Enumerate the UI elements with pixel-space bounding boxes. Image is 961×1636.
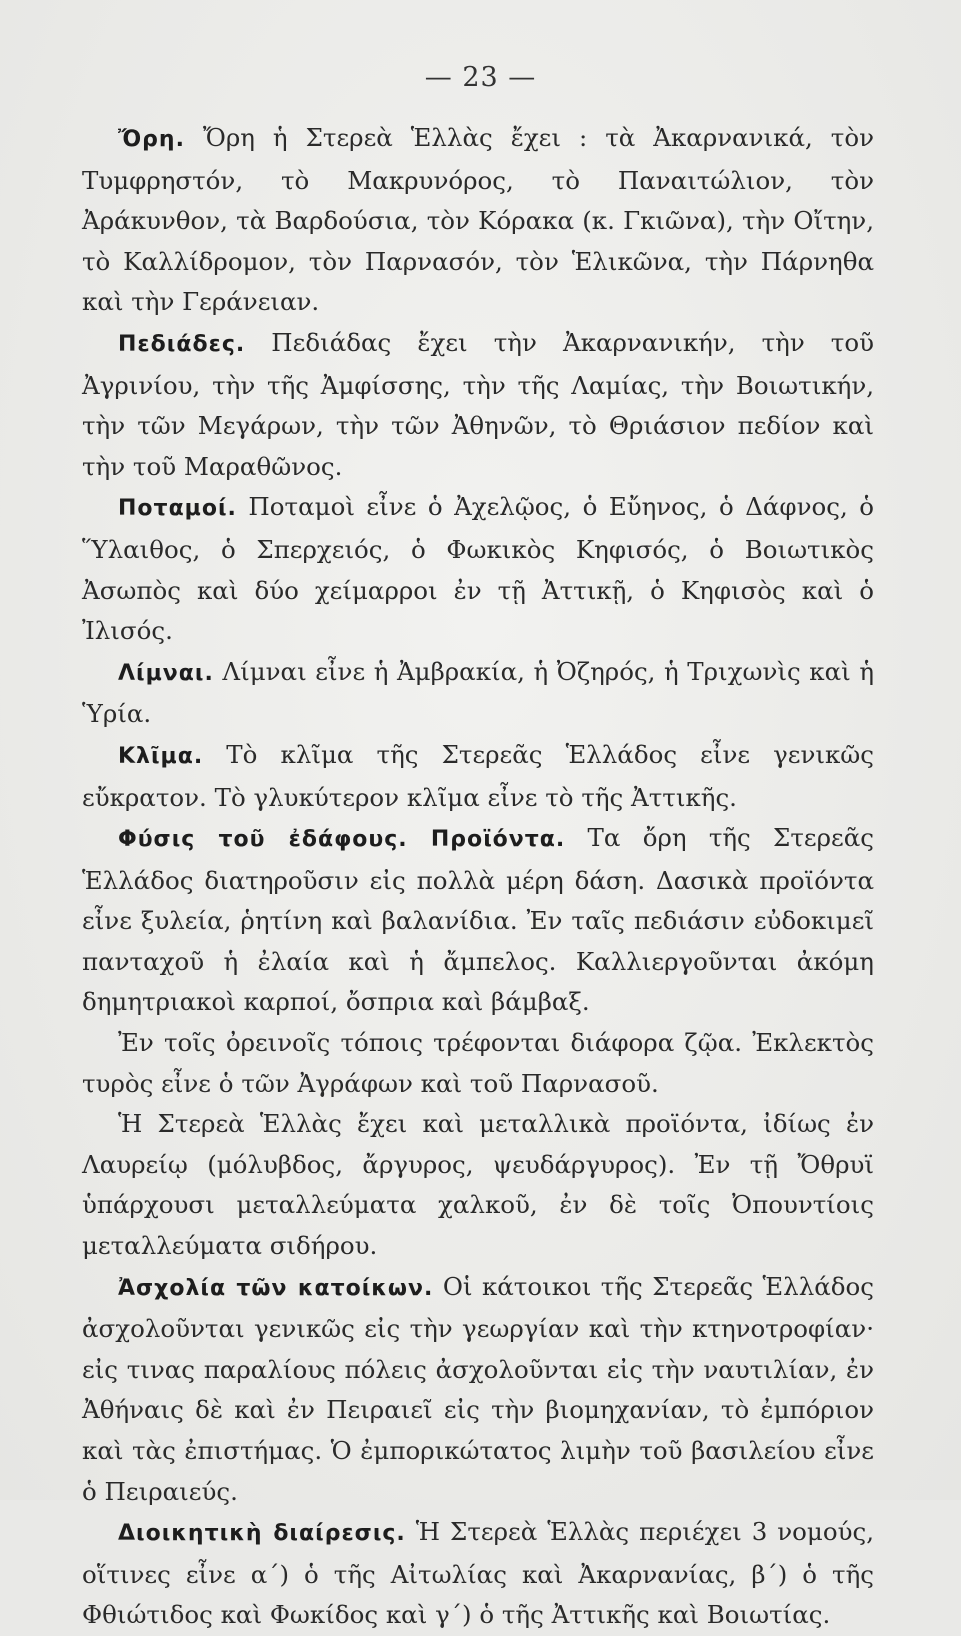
heading-administration: Διοικητικὴ διαίρεσις.	[118, 1521, 406, 1547]
paragraph-text: Ἐν τοῖς ὀρεινοῖς τόποις τρέφονται διάφορα ζῷα. Ἐκλεκτὸς τυρὸς εἶνε ὁ τῶν Ἀγράφων καὶ τοῦ Παρνασοῦ.	[82, 1028, 874, 1098]
paragraph-text: Οἱ κάτοικοι τῆς Στερεᾶς Ἑλλάδος ἀσχολοῦνται γενικῶς εἰς τὴν γεωργίαν καὶ τὴν κτηνοτροφίαν· εἰς τινας παραλίους πόλεις ἀσχολοῦνται εἰς τὴν ναυτιλίαν, ἐν Ἀθήναις δὲ καὶ ἐν Πειραιεῖ εἰς τὴν βιομηχανίαν, τὸ ἐμπόριον καὶ τὰς ἐπιστήμας. Ὁ ἐμπορικώτατος λιμὴν τοῦ βασιλείου εἶνε ὁ Πειραιεύς.	[82, 1271, 874, 1506]
paragraph-text: Ἡ Στερεὰ Ἑλλὰς ἔχει καὶ μεταλλικὰ προϊόντα, ἰδίως ἐν Λαυρείῳ (μόλυβδος, ἄργυρος, ψευδάργυρος). Ἐν τῇ Ὄθρυϊ ὑπάρχουσι μεταλλεύματα χαλκοῦ, ἐν δὲ τοῖς Ὀπουντίοις μεταλλεύματα σιδήρου.	[82, 1109, 874, 1261]
paragraph-plains	[82, 323, 874, 487]
heading-mountains: Ὄρη.	[118, 127, 185, 152]
paragraph-rivers	[82, 487, 874, 651]
paragraph-text: Τὸ κλῖμα τῆς Στερεᾶς Ἑλλάδος εἶνε γενικῶς εὔκρατον. Τὸ γλυκύτερον κλῖμα εἶνε τὸ τῆς Ἀττικῆς.	[82, 739, 874, 812]
paragraph-text: Τα ὄρη τῆς Στερεᾶς Ἑλλάδος διατηροῦσιν εἰς πολλὰ μέρη δάση. Δασικὰ προϊόντα εἶνε ξυλεία, ῥητίνη καὶ βαλανίδια. Ἐν ταῖς πεδιάσιν εὐδοκιμεῖ πανταχοῦ ἡ ἐλαία καὶ ἡ ἄμπελος. Καλλιεργοῦνται ἀκόμη δημητριακοὶ καρποί, ὄσπρια καὶ βάμβαξ.	[82, 823, 874, 1017]
paragraph-climate	[82, 735, 874, 818]
paragraph-minerals	[82, 1104, 874, 1266]
paragraph-soil-products	[82, 818, 874, 1023]
heading-rivers: Ποταμοί.	[118, 496, 237, 522]
heading-climate: Κλῖμα.	[118, 743, 204, 769]
paragraph-text: Ἡ Στερεὰ Ἑλλὰς περιέχει 3 νομούς, οἵτινες εἶνε α΄) ὁ τῆς Αἰτωλίας καὶ Ἀκαρνανίας, β΄) ὁ τῆς Φθιώτιδος καὶ Φωκίδος καὶ γ΄) ὁ τῆς Ἀττικῆς καὶ Βοιωτίας.	[82, 1517, 874, 1630]
paragraph-lakes	[82, 652, 874, 735]
paragraph-text: Πεδιάδας ἔχει τὴν Ἀκαρνανικήν, τὴν τοῦ Ἀγρινίου, τὴν τῆς Ἀμφίσσης, τὴν τῆς Λαμίας, τὴν Βοιωτικήν, τὴν τῶν Μεγάρων, τὴν τῶν Ἀθηνῶν, τὸ Θριάσιον πεδίον καὶ τὴν τοῦ Μαραθῶνος.	[82, 327, 874, 481]
paragraph-animals	[82, 1023, 874, 1104]
heading-soil-products: Φύσις τοῦ ἐδάφους. Προϊόντα.	[118, 827, 566, 853]
paragraph-mountains	[82, 118, 874, 323]
paragraph-text: Ὄρη ἡ Στερεὰ Ἑλλὰς ἔχει : τὰ Ἀκαρνανικά, τὸν Τυμφρηστόν, τὸ Μακρυνόρος, τὸ Παναιτώλιον, τὸν Ἀράκυνθον, τὰ Βαρδούσια, τὸν Κόρακα (κ. Γκιῶνα), τὴν Οἴτην, τὸ Καλλίδρομον, τὸν Παρνασόν, τὸν Ἑλικῶνα, τὴν Πάρνηθα καὶ τὴν Γεράνειαν.	[82, 123, 874, 317]
heading-lakes: Λίμναι.	[118, 660, 214, 686]
heading-plains: Πεδιάδες.	[118, 331, 246, 357]
paragraph-administration	[82, 1512, 874, 1636]
paragraph-text: Ποταμοὶ εἶνε ὁ Ἀχελῷος, ὁ Εὔηνος, ὁ Δάφνος, ὁ Ὕλαιθος, ὁ Σπερχειός, ὁ Φωκικὸς Κηφισός, ὁ Βοιωτικὸς Ἀσωπὸς καὶ δύο χείμαρροι ἐν τῇ Ἀττικῇ, ὁ Κηφισὸς καὶ ὁ Ἰλισός.	[82, 492, 874, 646]
heading-occupations: Ἀσχολία τῶν κατοίκων.	[118, 1275, 434, 1301]
page-number: — 23 —	[424, 62, 537, 93]
paragraph-occupations	[82, 1267, 874, 1513]
body-text	[82, 118, 874, 1636]
paragraph-text: Λίμναι εἶνε ἡ Ἀμβρακία, ἡ Ὀζηρός, ἡ Τριχωνὶς καὶ ἡ Ὑρία.	[82, 656, 874, 729]
